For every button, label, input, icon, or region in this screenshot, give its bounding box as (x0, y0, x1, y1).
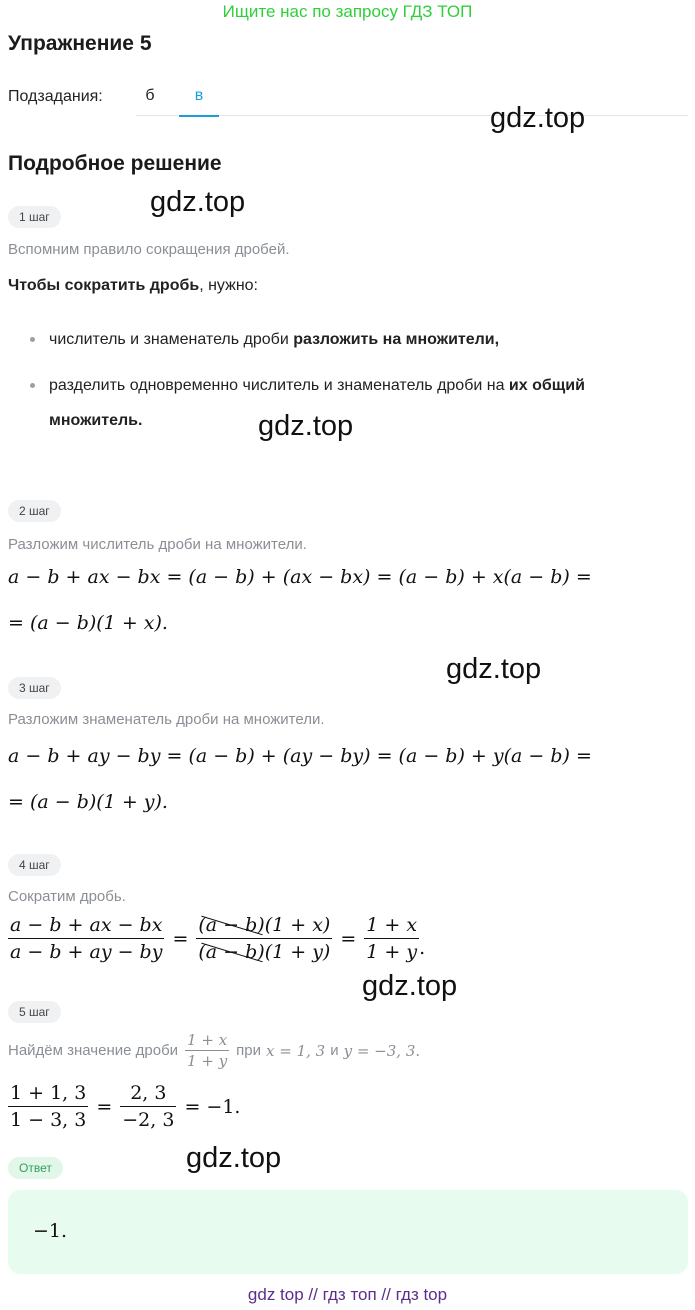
fraction-cancelled: $\frac{(a - b)(1 + x)}{(a - b)(1 + y)}$ (198, 914, 331, 963)
bullet-icon (30, 337, 35, 342)
watermark: gdz.top (150, 186, 246, 218)
watermark: gdz.top (362, 970, 458, 1002)
watermark: gdz.top (446, 653, 542, 685)
step-badge-4: 4 шаг (8, 854, 61, 876)
equals-sign: = (340, 927, 357, 950)
step-badge-3: 3 шаг (8, 677, 61, 699)
step-note: Найдём значение дроби $\frac{1 + x}{1 + y}$ при x = 1, 3 и y = −3, 3. (8, 1031, 421, 1070)
equals-sign: = (96, 1095, 113, 1118)
exercise-title: Упражнение 5 (8, 32, 152, 55)
math-line: a − b + ax − bx = (a − b) + (ax − bx) = (a − b) + x(a − b) = (8, 566, 592, 588)
watermark: gdz.top (490, 102, 586, 134)
list-item (30, 322, 680, 358)
step-note: Разложим знаменатель дроби на множители. (8, 711, 325, 728)
math-line: = (a − b)(1 + x). (8, 612, 168, 634)
subtasks-bar (8, 84, 688, 116)
cancelled-factor: (a − b) (198, 941, 265, 963)
answer-value: −1. (33, 1220, 68, 1242)
fraction: $\frac{a - b + ax - bx}{a - b + ay - by}$ (10, 914, 163, 963)
answer-badge: Ответ (8, 1157, 63, 1179)
answer-box (8, 1190, 688, 1274)
fraction-equation (8, 912, 425, 965)
bullet-text: числитель и знаменатель дроби разложить на множители, (49, 331, 500, 348)
rule-bold: Чтобы сократить дробь (8, 277, 200, 294)
math-line: = (a − b)(1 + y). (8, 791, 168, 813)
fraction-equation (8, 1080, 240, 1133)
inline-fraction: $\frac{1 + x}{1 + y}$ (187, 1031, 228, 1070)
period: . (419, 937, 426, 959)
step-note: Вспомним правило сокращения дробей. (8, 241, 290, 258)
bullet-icon (30, 383, 35, 388)
list-item (30, 368, 680, 440)
subtask-tab-v[interactable]: в (179, 87, 219, 105)
result: = −1. (184, 1095, 241, 1118)
step-note: Сократим дробь. (8, 888, 126, 905)
fraction: $\frac{2, 3}{-2, 3}$ (122, 1082, 175, 1131)
watermark: gdz.top (258, 410, 354, 442)
equals-sign: = (172, 927, 189, 950)
math-line: a − b + ay − by = (a − b) + (ay − by) = (a − b) + y(a − b) = (8, 745, 592, 767)
fraction-result: $\frac{1 + x}{1 + y}$ (366, 914, 418, 963)
rule-text (8, 277, 258, 295)
watermark: gdz.top (186, 1142, 282, 1174)
subtasks-label: Подзадания: (8, 88, 103, 105)
rule-rest: , нужно: (199, 277, 258, 294)
fraction: $\frac{1 + 1, 3}{1 - 3, 3}$ (10, 1082, 87, 1131)
step-note: Разложим числитель дроби на множители. (8, 536, 307, 553)
subtask-tab-b[interactable]: б (145, 87, 155, 104)
footer-links[interactable]: gdz top // гдз топ // гдз top (247, 1285, 448, 1304)
top-banner: Ищите нас по запросу ГДЗ ТОП (222, 2, 473, 21)
section-title: Подробное решение (8, 152, 222, 175)
step-badge-5: 5 шаг (8, 1001, 61, 1023)
cancelled-factor: (a − b) (198, 914, 265, 936)
bullet-text: разделить одновременно числитель и знаменатель дроби на их общий множитель. (49, 377, 585, 429)
step-badge-1: 1 шаг (8, 206, 61, 228)
step-badge-2: 2 шаг (8, 500, 61, 522)
